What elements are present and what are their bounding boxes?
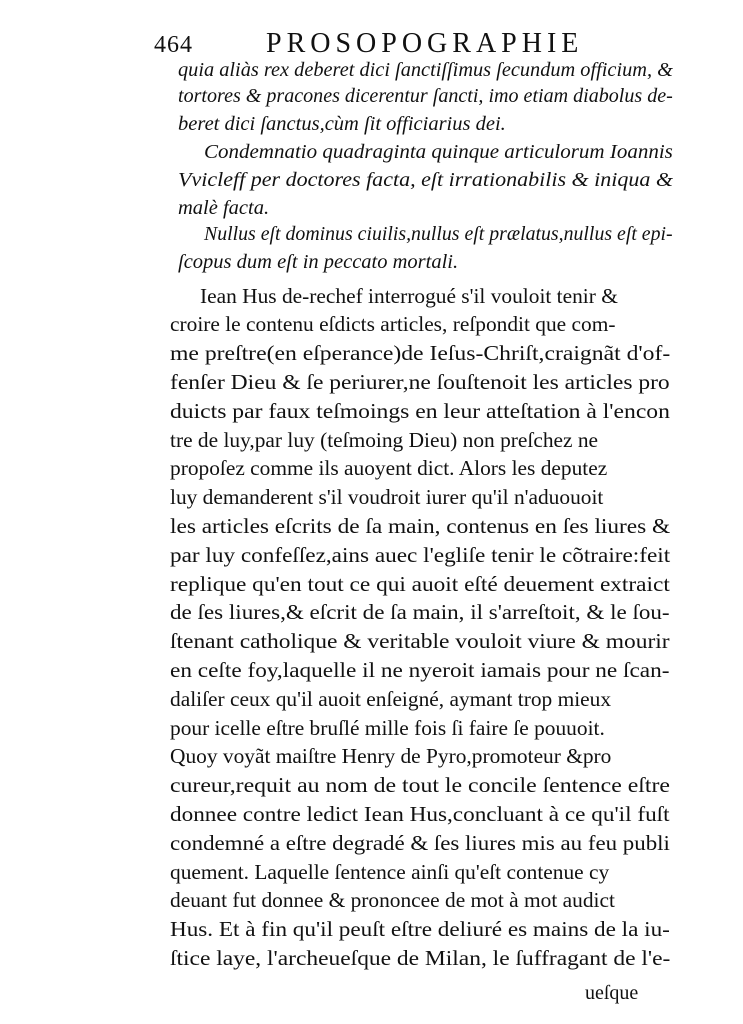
latin-line: beret dici ſanctus,cùm ſit officiarius dei. (178, 113, 506, 135)
text-line: Iean Hus de-rechef interrogué s'il vouloit tenir & (200, 284, 618, 308)
running-title: PROSOPOGRAPHIE (266, 28, 584, 59)
text-line: les articles eſcrits de ſa main, contenus en ſes liures & (170, 514, 671, 538)
text-line: croire le contenu eſdicts articles, reſpondit que com- (170, 312, 616, 336)
text-line: cureur,requit au nom de tout le concile ſentence eſtre (170, 773, 670, 797)
text-line: ſtenant catholique & veritable vouloit viure & mourir (170, 629, 670, 653)
text-line: ſtice laye, l'archeueſque de Milan, le ſuffragant de l'e- (170, 946, 671, 970)
page-header (154, 26, 674, 62)
catchword: ueſque (585, 982, 639, 1004)
latin-line: Vvicleff per doctores facta, eſt irrationabilis & iniqua & (178, 169, 674, 191)
latin-line: ſcopus dum eſt in peccato mortali. (178, 251, 459, 273)
text-line: Quoy voyãt maiſtre Henry de Pyro,promoteur &pro (170, 744, 612, 768)
latin-line: tortores & pracones dicerentur ſancti, imo etiam diabolus de- (178, 85, 673, 107)
latin-line: Nullus eſt dominus ciuilis,nullus eſt prælatus,nullus eſt epi- (204, 223, 673, 245)
text-line: pour icelle eſtre bruſlé mille fois ſi faire ſe pouuoit. (170, 716, 605, 740)
latin-line: Condemnatio quadraginta quinque articulorum Ioannis (204, 141, 673, 163)
text-line: daliſer ceux qu'il auoit enſeigné, aymant trop mieux (170, 687, 612, 711)
text-line: donnee contre ledict Iean Hus,concluant à ce qu'il fuſt (170, 802, 670, 826)
text-line: tre de luy,par luy (teſmoing Dieu) non preſchez ne (170, 428, 599, 452)
text-line: de ſes liures,& eſcrit de ſa main, il s'arreſtoit, & le ſou- (170, 600, 670, 624)
page-number: 464 (154, 32, 193, 58)
text-line: Hus. Et à fin qu'il peuſt eſtre deliuré es mains de la iu- (170, 917, 670, 941)
text-line: me preſtre(en eſperance)de Ieſus-Chriſt,craignãt d'of- (170, 341, 671, 365)
latin-line: quia aliàs rex deberet dici ſanctiſſimus ſecundum officium, & (178, 59, 673, 81)
text-line: en ceſte foy,laquelle il ne nyeroit iamais pour ne ſcan- (170, 658, 670, 682)
text-line: fenſer Dieu & ſe periurer,ne ſouſtenoit les articles pro (170, 370, 670, 394)
text-line: propoſez comme ils auoyent dict. Alors les deputez (170, 456, 608, 480)
text-line: par luy confeſſez,ains auec l'egliſe tenir le cõtraire:feit (170, 543, 671, 567)
text-line: quement. Laquelle ſentence ainſi qu'eſt contenue cy (170, 860, 610, 884)
text-line: condemné a eſtre degradé & ſes liures mis au feu publi (170, 831, 670, 855)
text-line: duicts par faux teſmoings en leur atteſtation à l'encon (170, 399, 670, 423)
text-line: luy demanderent s'il voudroit iurer qu'il n'aduouoit (170, 485, 604, 509)
latin-line: malè facta. (178, 197, 270, 219)
text-line: deuant fut donnee & prononcee de mot à mot audict (170, 888, 615, 912)
text-line: replique qu'en tout ce qui auoit eſté deuement extraict (170, 572, 670, 596)
